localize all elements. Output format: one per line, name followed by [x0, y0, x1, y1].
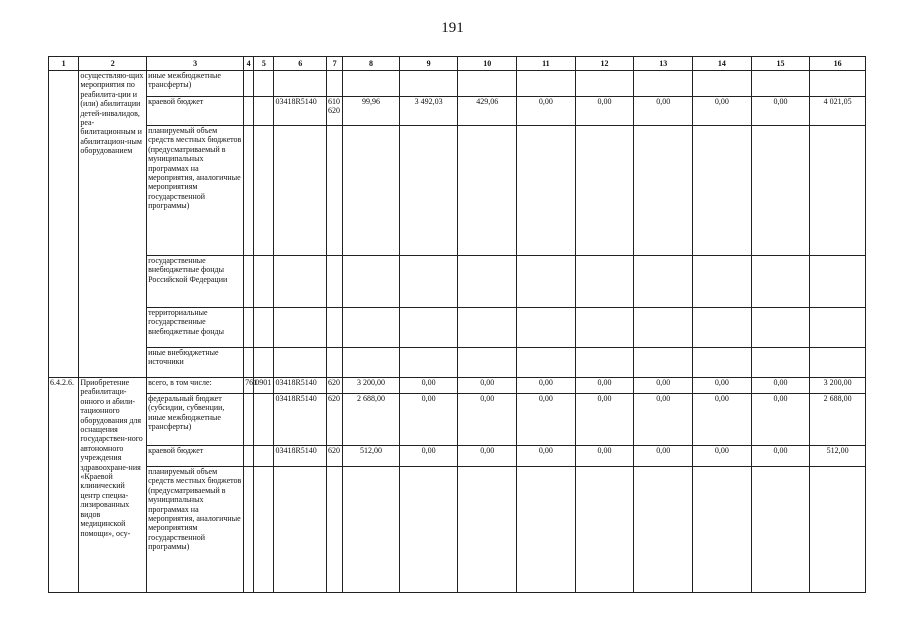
funding-source-cell: краевой бюджет [147, 97, 244, 126]
column-header: 13 [634, 57, 693, 71]
column-header: 8 [343, 57, 400, 71]
table-row [49, 446, 866, 467]
value-cell: 4 021,05 [810, 97, 866, 126]
value-cell: 0,00 [399, 446, 458, 467]
column-header: 7 [327, 57, 343, 71]
funding-source-cell: планируемый объем средств местных бюджетов (предусматриваемый в муниципальных программах на мероприятия, аналогичные мероприятиям государственной программы) [147, 467, 244, 593]
funding-source-cell: иные внебюджетные источники [147, 348, 244, 378]
table-row [49, 71, 866, 97]
value-cell: 0,00 [634, 97, 693, 126]
value-cell: 0,00 [458, 446, 517, 467]
table-row [49, 256, 866, 308]
target-code-cell: 03418R5140 [274, 97, 327, 126]
value-cell: 0,00 [751, 394, 810, 446]
budget-table [48, 56, 866, 593]
table-row [49, 97, 866, 126]
value-cell: 0,00 [517, 446, 576, 467]
section-code-cell: 0901 [254, 378, 274, 394]
value-cell: 0,00 [751, 97, 810, 126]
column-header: 3 [147, 57, 244, 71]
table-row [49, 378, 866, 394]
measure-number-cell: 6.4.2.6. [49, 378, 79, 593]
value-cell: 0,00 [634, 378, 693, 394]
value-cell: 0,00 [634, 394, 693, 446]
value-cell: 0,00 [458, 394, 517, 446]
value-cell: 429,06 [458, 97, 517, 126]
table-row [49, 126, 866, 256]
table-row [49, 348, 866, 378]
column-header: 12 [575, 57, 634, 71]
target-code-cell: 03418R5140 [274, 394, 327, 446]
value-cell: 0,00 [517, 394, 576, 446]
column-header: 10 [458, 57, 517, 71]
measure-name-cell: Приобретение реабилитаци-онного и абили-тационного оборудования для оснащения государствен-ного автономного учреждения здравоохране-ния «Краевой клинический центр специа-лизированных видов медицинской помощи», осу- [79, 378, 147, 593]
funding-source-cell: всего, в том числе: [147, 378, 244, 394]
funding-source-cell: территориальные государственные внебюджетные фонды [147, 308, 244, 348]
expense-type-cell: 610 620 [327, 97, 343, 126]
value-cell: 0,00 [575, 394, 634, 446]
value-cell: 0,00 [751, 446, 810, 467]
value-cell: 0,00 [693, 378, 752, 394]
table-row [49, 394, 866, 446]
column-header: 1 [49, 57, 79, 71]
value-cell: 0,00 [693, 394, 752, 446]
expense-type-cell: 620 [327, 394, 343, 446]
value-cell: 3 200,00 [810, 378, 866, 394]
column-header: 16 [810, 57, 866, 71]
value-cell: 0,00 [517, 97, 576, 126]
value-cell: 0,00 [399, 394, 458, 446]
column-header: 15 [751, 57, 810, 71]
value-cell: 0,00 [751, 378, 810, 394]
value-cell: 0,00 [575, 446, 634, 467]
value-cell: 2 688,00 [810, 394, 866, 446]
value-cell: 2 688,00 [343, 394, 400, 446]
expense-type-cell: 620 [327, 446, 343, 467]
value-cell: 512,00 [343, 446, 400, 467]
table-row [49, 467, 866, 593]
value-cell: 0,00 [634, 446, 693, 467]
expense-type-cell: 620 [327, 378, 343, 394]
value-cell: 0,00 [575, 378, 634, 394]
column-header: 14 [693, 57, 752, 71]
header-row [49, 57, 866, 71]
value-cell: 0,00 [517, 378, 576, 394]
column-header: 5 [254, 57, 274, 71]
target-code-cell: 03418R5140 [274, 378, 327, 394]
value-cell: 0,00 [399, 378, 458, 394]
value-cell: 99,96 [343, 97, 400, 126]
column-header: 2 [79, 57, 147, 71]
table-row [49, 308, 866, 348]
column-header: 6 [274, 57, 327, 71]
column-header: 11 [517, 57, 576, 71]
funding-source-cell: иные межбюджетные трансферты) [147, 71, 244, 97]
column-header: 4 [244, 57, 254, 71]
measure-name-cell: осуществляю-щих мероприятия по реабилита-ции и (или) абилитации детей-инвалидов, реа-билитационным и абилитацион-ным оборудованием [79, 71, 147, 378]
ministry-code-cell: 761 [244, 378, 254, 394]
funding-source-cell: краевой бюджет [147, 446, 244, 467]
value-cell: 0,00 [575, 97, 634, 126]
funding-source-cell: государственные внебюджетные фонды Российской Федерации [147, 256, 244, 308]
measure-number-cell [49, 71, 79, 378]
value-cell: 0,00 [458, 378, 517, 394]
funding-source-cell: федеральный бюджет (субсидии, субвенции, иные межбюджетные трансферты) [147, 394, 244, 446]
value-cell: 0,00 [693, 97, 752, 126]
value-cell: 3 200,00 [343, 378, 400, 394]
page-number: 191 [441, 20, 464, 36]
value-cell: 0,00 [693, 446, 752, 467]
column-header: 9 [399, 57, 458, 71]
value-cell: 512,00 [810, 446, 866, 467]
value-cell: 3 492,03 [399, 97, 458, 126]
target-code-cell: 03418R5140 [274, 446, 327, 467]
funding-source-cell: планируемый объем средств местных бюджетов (предусматриваемый в муниципальных программах на мероприятия, аналогичные мероприятиям государственной программы) [147, 126, 244, 256]
